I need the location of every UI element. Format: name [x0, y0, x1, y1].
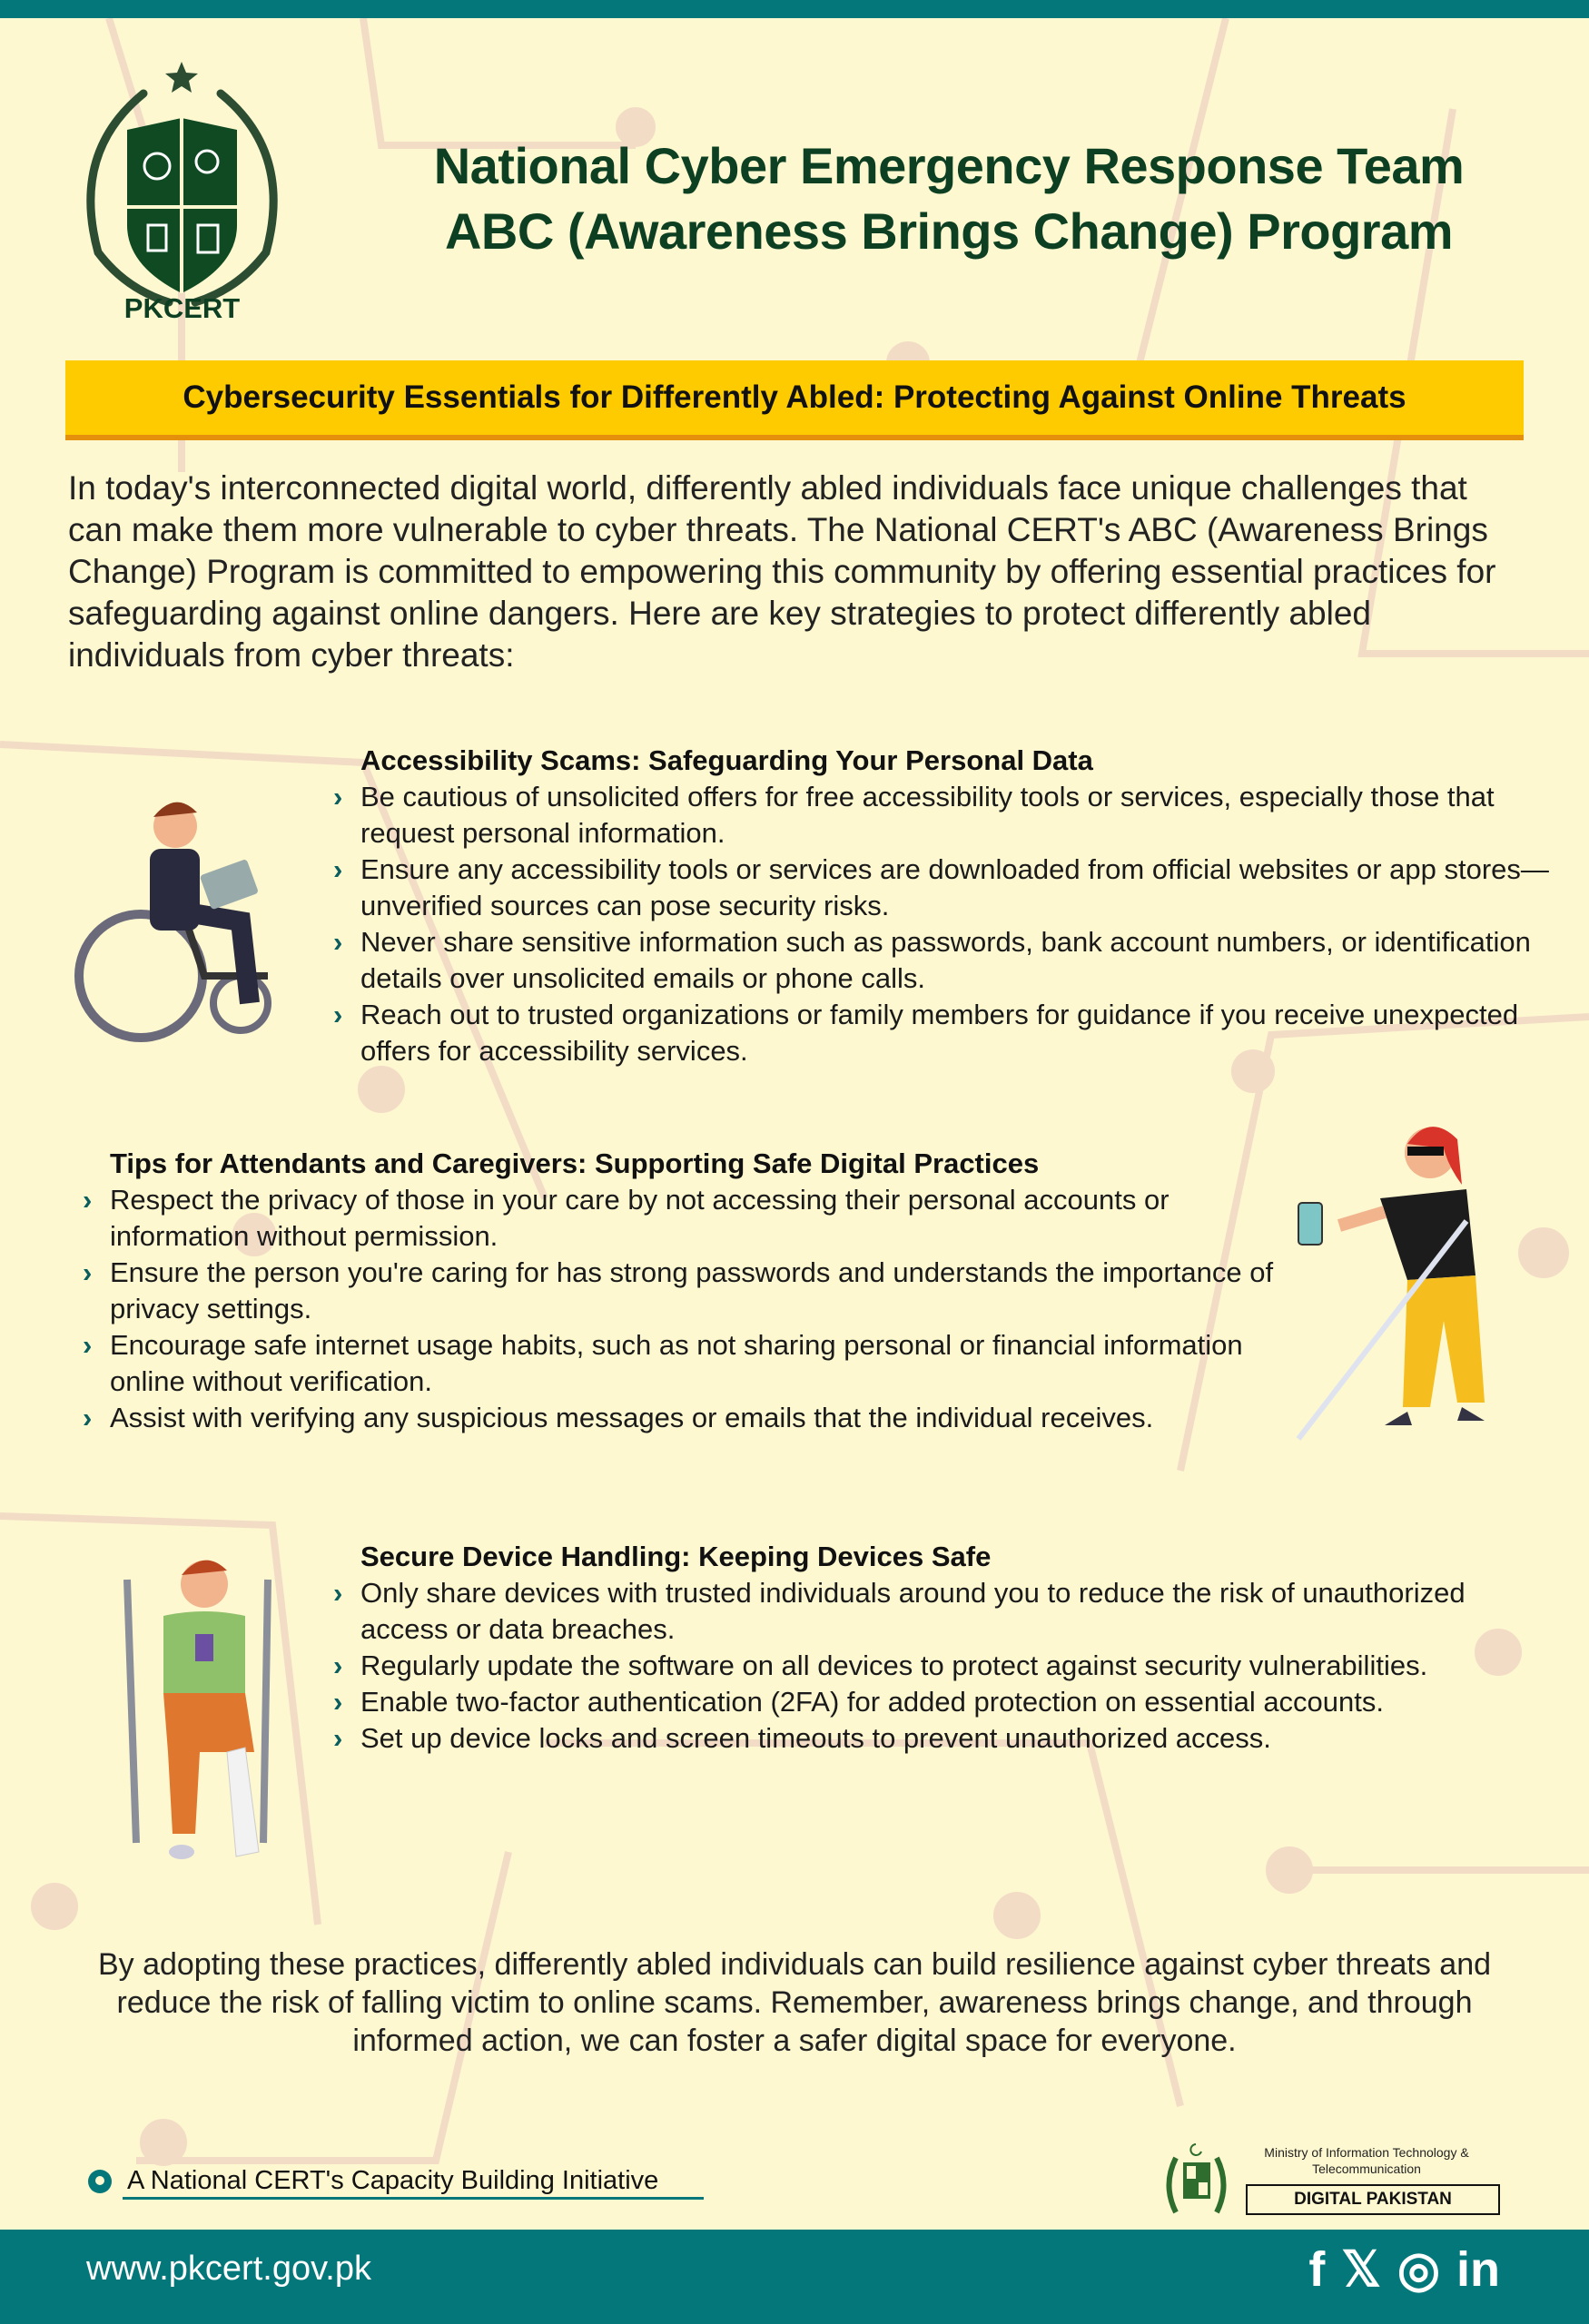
government-emblem [1158, 2140, 1235, 2221]
x-icon[interactable]: 𝕏 [1341, 2242, 1381, 2297]
list-item: › Enable two-factor authentication (2FA) for added protection on essential accounts. [360, 1684, 1541, 1720]
top-bar [0, 0, 1589, 18]
list-item: › Be cautious of unsolicited offers for free accessibility tools or services, especially those that request personal information. [333, 781, 1495, 849]
section-title: Accessibility Scams: Safeguarding Your Personal Data [360, 744, 1093, 776]
closing-paragraph: By adopting these practices, differently abled individuals can build resilience against cyber threats and reduce the risk of falling victim to online scams. Remember, awareness brings change, and through informed action, we can foster a safer digital space for everyone. [97, 1947, 1492, 2058]
social-links [1308, 2242, 1500, 2297]
topic-banner: Cybersecurity Essentials for Differently Abled: Protecting Against Online Threats [65, 360, 1524, 440]
list-item: › Regularly update the software on all devices to protect against security vulnerabilities. [360, 1648, 1541, 1684]
chevron-right-icon: › [83, 1256, 93, 1288]
chevron-right-icon: › [333, 853, 343, 885]
chevron-right-icon: › [333, 926, 343, 958]
list-item: › Assist with verifying any suspicious messages or emails that the individual receives. [110, 1400, 1290, 1436]
page-title: National Cyber Emergency Response Team [433, 137, 1465, 194]
chevron-right-icon: › [333, 1649, 343, 1681]
program-title: ABC (Awareness Brings Change) Program [444, 202, 1454, 260]
intro-paragraph: In today's interconnected digital world, differently abled individuals face unique challenges that can make them more vulnerable to cyber threats. The National CERT's ABC (Awareness Brings Change) Program is committed to empowering this community by offering essential practices for safeguarding against online dangers. Here are key strategies to protect differently abled individuals from cyber threats: [68, 469, 1496, 674]
list-item: › Ensure any accessibility tools or services are downloaded from official websites or app stores—unverified sources can pose security risks. [333, 853, 1549, 921]
chevron-right-icon: › [333, 1722, 343, 1754]
pkcert-logo [62, 44, 302, 334]
list-item: › Ensure the person you're caring for has strong passwords and understands the importance of privacy settings. [83, 1256, 1274, 1324]
chevron-right-icon: › [333, 1577, 343, 1609]
chevron-right-icon: › [83, 1184, 93, 1216]
digital-pakistan-badge: DIGITAL PAKISTAN [1246, 2184, 1500, 2215]
section-title: Tips for Attendants and Caregivers: Supporting Safe Digital Practices [110, 1147, 1040, 1179]
initiative-text: A National CERT's Capacity Building Initiative [127, 2166, 659, 2195]
chevron-right-icon: › [333, 1686, 343, 1718]
section-caregivers [83, 1146, 1290, 1436]
list-item: › Only share devices with trusted individuals around you to reduce the risk of unauthorized access or data breaches. [333, 1577, 1466, 1645]
section-title: Secure Device Handling: Keeping Devices Safe [360, 1541, 992, 1572]
crutches-user-illustration [109, 1543, 291, 1879]
location-pin-icon [86, 2168, 114, 2195]
section-accessibility-scams [333, 743, 1559, 1069]
wheelchair-user-illustration [68, 785, 304, 1044]
list-item: › Never share sensitive information such as passwords, bank account numbers, or identification details over unsolicited emails or phone calls. [333, 926, 1531, 994]
section-device-handling [333, 1539, 1541, 1757]
list-item: › Set up device locks and screen timeouts to prevent unauthorized access. [360, 1720, 1541, 1757]
ministry-text: Ministry of Information Technology & Telecommunication [1264, 2145, 1469, 2176]
chevron-right-icon: › [83, 1329, 93, 1361]
visually-impaired-woman-illustration [1271, 1112, 1507, 1466]
facebook-icon[interactable]: f [1308, 2242, 1326, 2297]
chevron-right-icon: › [333, 999, 343, 1030]
logo-text: PKCERT [123, 292, 241, 324]
list-item: › Respect the privacy of those in your care by not accessing their personal accounts or information without permission. [83, 1184, 1170, 1252]
list-item: › Encourage safe internet usage habits, such as not sharing personal or financial information online without verification. [83, 1329, 1243, 1397]
initiative-underline [123, 2197, 704, 2200]
chevron-right-icon: › [83, 1402, 93, 1433]
list-item: › Reach out to trusted organizations or family members for guidance if you receive unexpected offers for accessibility services. [333, 999, 1519, 1067]
chevron-right-icon: › [333, 781, 343, 812]
website-link[interactable]: www.pkcert.gov.pk [86, 2250, 371, 2288]
instagram-icon[interactable]: ◎ [1397, 2242, 1440, 2297]
linkedin-icon[interactable]: in [1456, 2242, 1500, 2297]
